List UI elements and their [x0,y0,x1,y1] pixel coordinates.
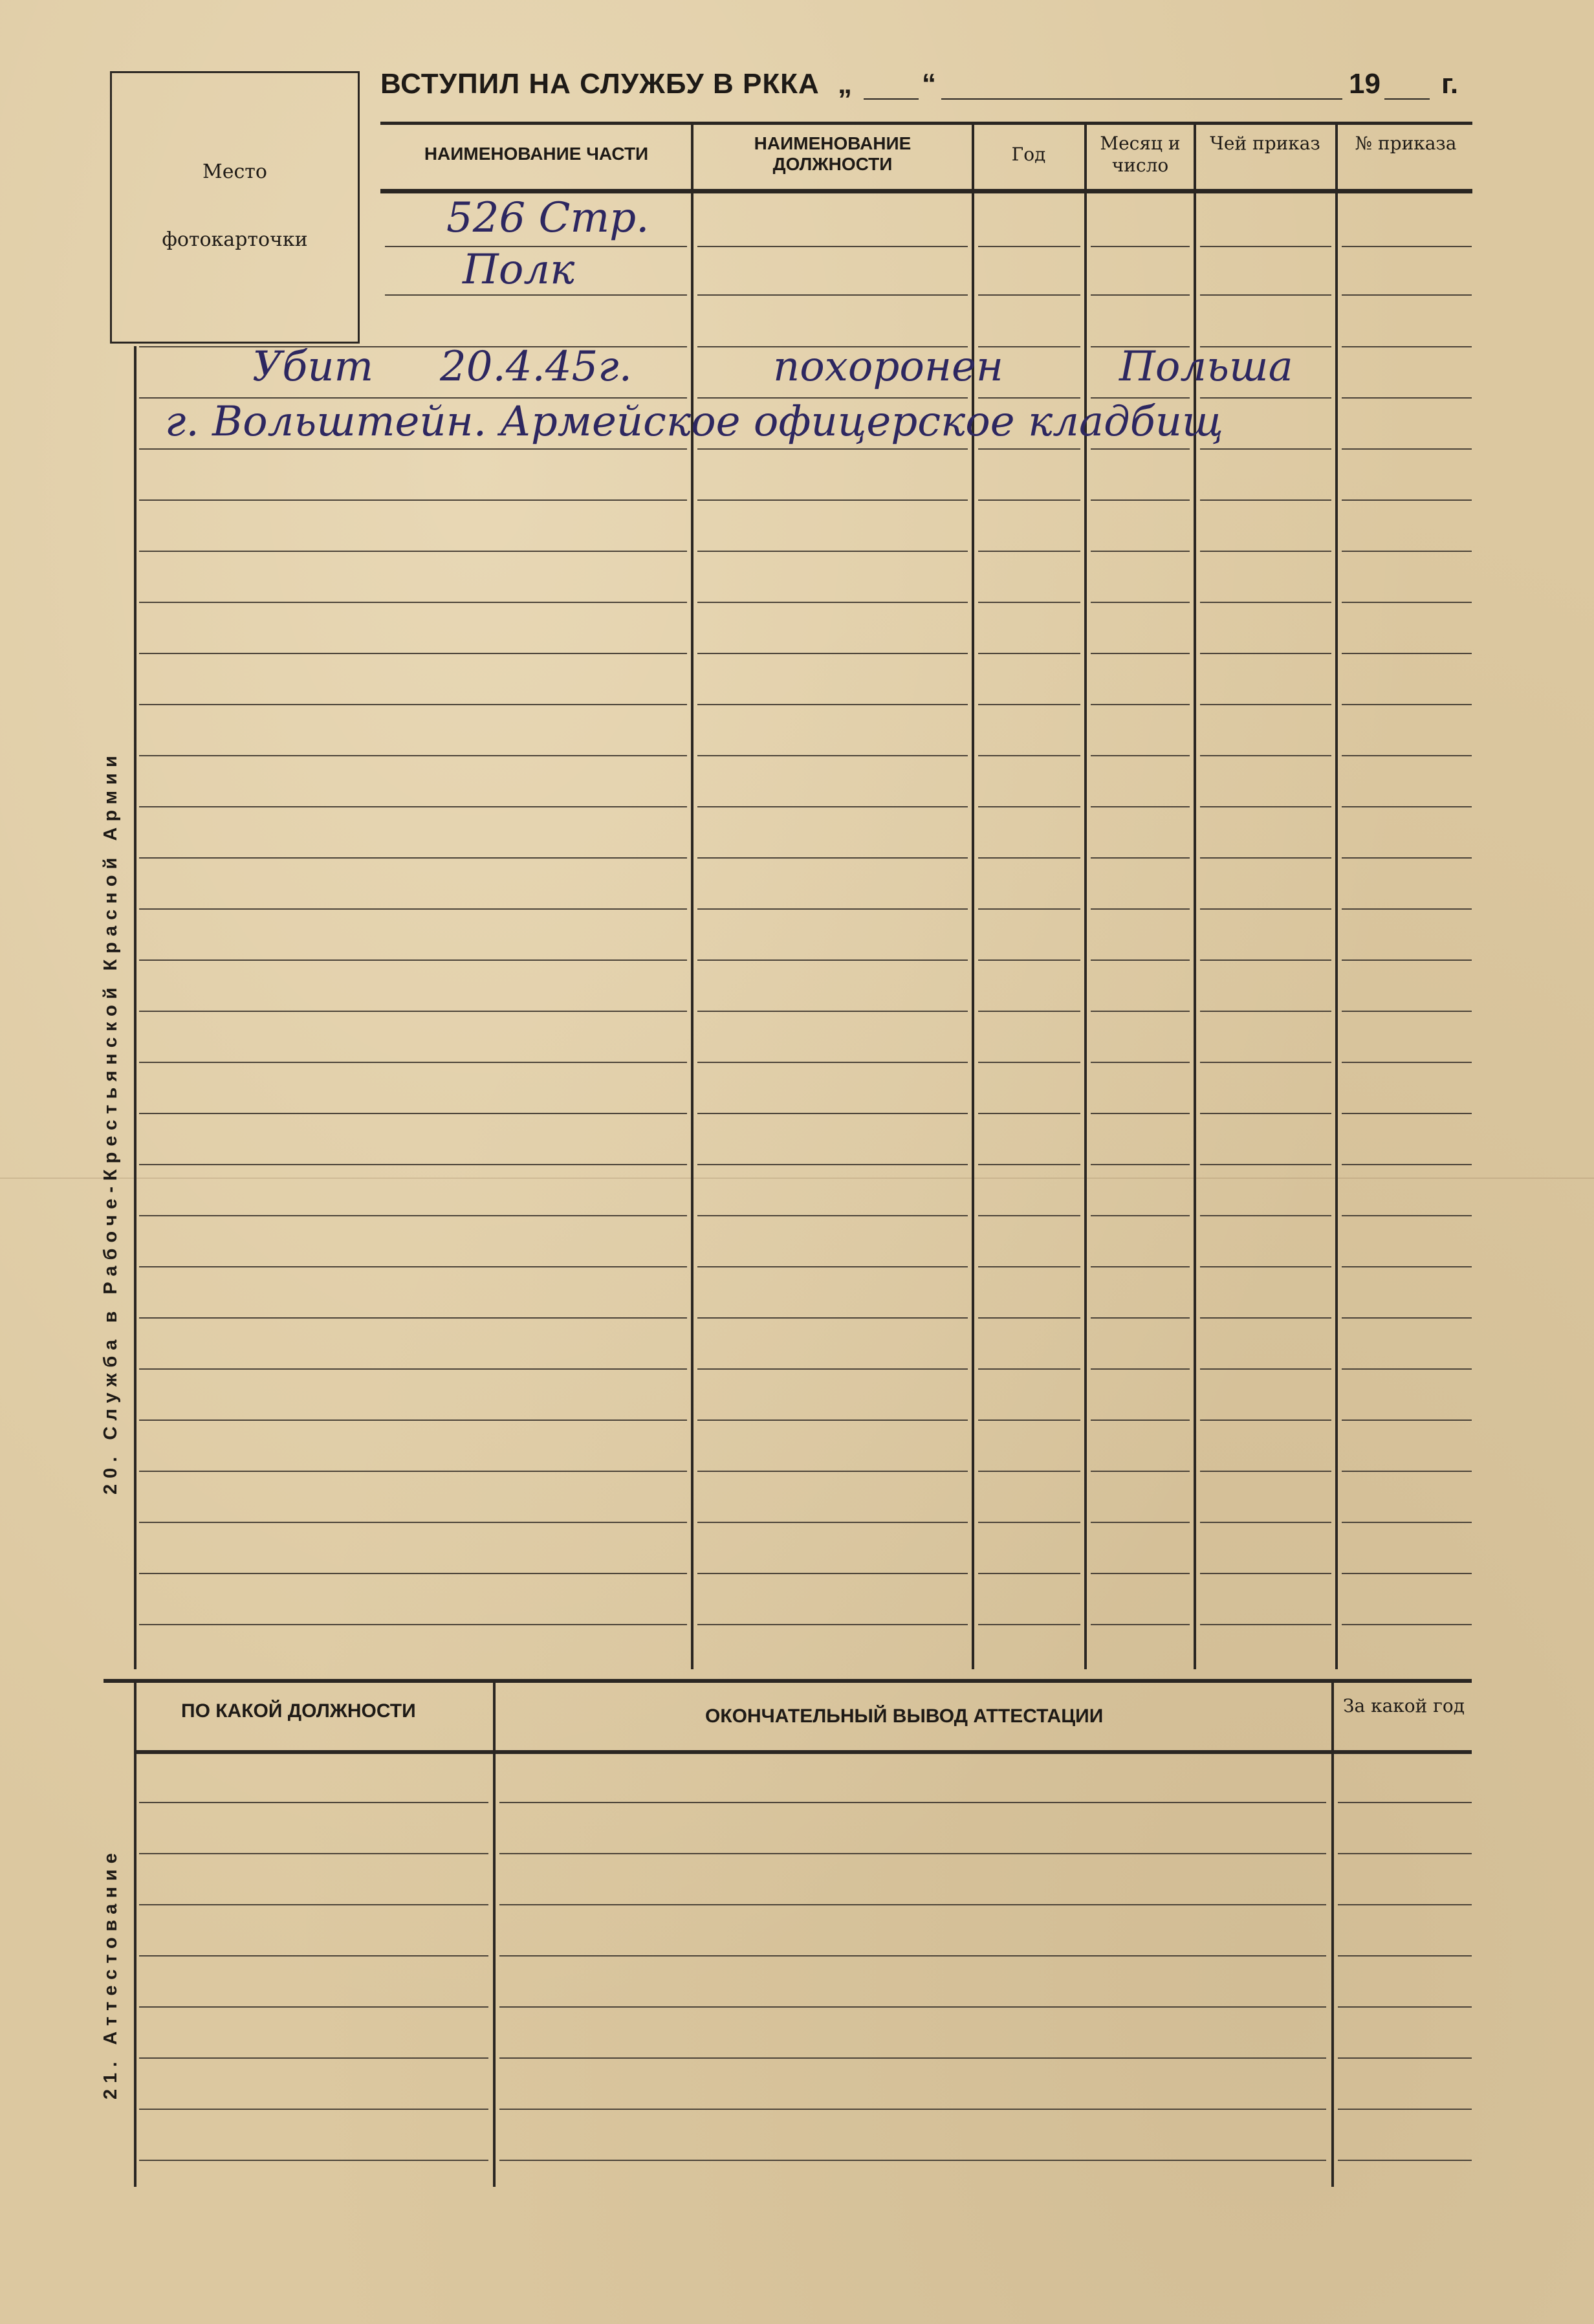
table-row-line [1091,908,1190,910]
handwritten-note-killed: Убит [252,343,374,391]
table-row-line [697,602,968,603]
table-row-line [1091,1420,1190,1421]
table-row-line [1342,755,1472,756]
table-row-line [139,755,687,756]
attestation-row-line [1338,2006,1472,2008]
table-row-line [1342,857,1472,859]
year-suffix: г. [1441,68,1459,100]
attestation-row-line [139,2160,488,2161]
photo-placeholder-box [110,71,360,344]
table-row-line [1200,653,1331,654]
table-row-line [697,1471,968,1472]
attestation-row-line [1338,2057,1472,2059]
table-row-line [1200,806,1331,807]
table-row-line [1091,653,1190,654]
table-row-line [1091,806,1190,807]
table-row-line [978,1011,1080,1012]
table-row-line [139,448,687,450]
table-row-line [139,908,687,910]
table-row-line [978,1522,1080,1523]
table-row-line [697,959,968,961]
table-row-line [1342,246,1472,247]
attestation-header-rule [134,1750,1472,1754]
table-row-line [1091,1317,1190,1319]
attestation-row-line [139,1904,488,1905]
table-row-line [978,1368,1080,1370]
table-row-line [697,857,968,859]
table-row-line [1342,1113,1472,1114]
table-row-line [697,806,968,807]
table-left-border [134,346,136,1669]
col-header-position: НАИМЕНОВАНИЕ ДОЛЖНОСТИ [754,133,912,174]
month-blank[interactable] [941,98,1342,100]
attestation-row-line [139,1853,488,1854]
attestation-row-line [1338,1802,1472,1803]
table-row-line [978,1062,1080,1063]
table-row-line [139,653,687,654]
table-row-line [1342,294,1472,296]
table-row-line [1091,1522,1190,1523]
table-row-line [1342,1420,1472,1421]
table-row-line [1091,1215,1190,1216]
table-row-line [139,959,687,961]
table-row-line [1200,908,1331,910]
table-row-line [978,602,1080,603]
table-row-line [1091,602,1190,603]
date-quote-open: „ [838,68,852,100]
table-row-line [1091,448,1190,450]
table-row-line [1091,704,1190,705]
table-row-line [1200,704,1331,705]
table-row-line [1200,448,1331,450]
attestation-row-line [499,1955,1326,1957]
col-header-unit: НАИМЕНОВАНИЕ ЧАСТИ [424,144,649,164]
handwritten-note-buried: похоронен [773,343,1004,391]
table-row-line [697,1420,968,1421]
attestation-row-line [499,1853,1326,1854]
table-row-line [978,499,1080,501]
photo-label-line2: фотокарточки [162,228,308,251]
table-row-line [978,1420,1080,1421]
table-row-line [1342,1011,1472,1012]
attestation-row-line [499,1904,1326,1905]
table-row-line [1342,806,1472,807]
attestation-row-line [499,2006,1326,2008]
table-row-line [978,1573,1080,1574]
photo-label-line1: Место [202,160,267,183]
table-row-line [1091,755,1190,756]
table-row-line [1200,1624,1331,1625]
table-row-line [1342,1624,1472,1625]
attestation-row-line [499,1802,1326,1803]
table-row-line [139,1215,687,1216]
attestation-row-line [1338,2109,1472,2110]
year-blank[interactable] [1384,98,1430,100]
table-row-line [1200,1317,1331,1319]
table-row-line [978,1266,1080,1267]
table-row-line [1342,1215,1472,1216]
table-row-line [978,1113,1080,1114]
table-row-line [1200,1164,1331,1165]
attestation-row-line [1338,2160,1472,2161]
attestation-divider-2 [1331,1682,1334,2187]
table-row-line [139,857,687,859]
table-row-line [697,1062,968,1063]
attestation-row-line [139,2006,488,2008]
table-row-line [139,704,687,705]
table-row-line [139,1624,687,1625]
table-row-line [1091,551,1190,552]
table-row-line [1091,1624,1190,1625]
table-row-line [1342,959,1472,961]
table-row-line [1342,448,1472,450]
col-divider-1 [691,123,693,1669]
table-row-line [978,1317,1080,1319]
table-row-line [978,959,1080,961]
table-row-line [697,1522,968,1523]
table-row-line [139,1420,687,1421]
table-row-line [1342,397,1472,399]
table-row-line [1342,1266,1472,1267]
table-row-line [139,1164,687,1165]
section-21-label: 21. Аттестование [100,1847,121,2099]
table-row-line [139,499,687,501]
table-row-line [1200,1215,1331,1216]
attestation-row-line [139,2109,488,2110]
table-row-line [697,653,968,654]
col-divider-5 [1335,123,1338,1669]
attestation-row-line [139,1802,488,1803]
table-row-line [697,294,968,296]
table-row-line [1200,1011,1331,1012]
table-row-line [697,1573,968,1574]
table-row-line [1200,1113,1331,1114]
table-row-line [978,1215,1080,1216]
attestation-row-line [139,1955,488,1957]
table-row-line [139,602,687,603]
col-header-month-day: Месяц и число [1100,133,1181,176]
table-row-line [1200,857,1331,859]
table-row-line [1342,908,1472,910]
table-row-line [978,806,1080,807]
table-row-line [1091,499,1190,501]
table-row-line [1200,551,1331,552]
table-row-line [1200,1266,1331,1267]
col-header-whose-order: Чей приказ [1210,133,1320,154]
table-row-line [1091,294,1190,296]
table-row-line [1200,246,1331,247]
table-row-line [697,755,968,756]
attestation-row-line [1338,1904,1472,1905]
table-row-line [139,1368,687,1370]
table-row-line [139,1522,687,1523]
table-row-line [1342,1368,1472,1370]
attestation-row-line [499,2160,1326,2161]
attestation-row-line [1338,1955,1472,1957]
table-row-line [978,1164,1080,1165]
table-row-line [1091,1266,1190,1267]
table-row-line [978,294,1080,296]
table-row-line [978,551,1080,552]
table-row-line [1200,755,1331,756]
col-header-attestation-year: За какой год [1343,1695,1465,1716]
table-row-line [139,806,687,807]
table-row-line [1342,346,1472,347]
table-row-line [697,1215,968,1216]
table-row-line [697,551,968,552]
col-header-attestation-conclusion: ОКОНЧАТЕЛЬНЫЙ ВЫВОД АТТЕСТАЦИИ [705,1705,1104,1727]
table-row-line [1342,602,1472,603]
table-row-line [697,908,968,910]
table-row-line [978,704,1080,705]
table-row-line [1200,499,1331,501]
table-row-line [697,499,968,501]
attestation-left-border [134,1682,136,2187]
table-row-line [697,1266,968,1267]
table-row-line [978,857,1080,859]
table-row-line [978,908,1080,910]
handwritten-note-country: Польша [1119,343,1293,391]
col-header-year: Год [1011,144,1046,165]
date-quote-close: “ [922,68,936,100]
table-row-line [697,246,968,247]
table-row-line [1342,499,1472,501]
table-row-line [1091,1062,1190,1063]
handwritten-note-date: 20.4.45г. [440,343,632,391]
table-row-line [978,755,1080,756]
table-row-line [1091,246,1190,247]
table-row-line [978,246,1080,247]
section-20-label: 20. Служба в Рабоче-Крестьянской Красной Армии [100,750,121,1495]
handwritten-note-burial-place: г. Вольштейн. Армейское офицерское кладбищ [165,398,1224,446]
attestation-top-rule [104,1679,1472,1683]
paper-fold [0,1178,1594,1179]
table-row-line [1091,1573,1190,1574]
table-row-line [139,1011,687,1012]
year-prefix: 19 [1349,68,1381,100]
table-row-line [1342,1317,1472,1319]
table-row-line [978,1624,1080,1625]
table-row-line [1200,294,1331,296]
table-row-line [1200,1471,1331,1472]
table-row-line [1200,1522,1331,1523]
table-row-line [1200,1573,1331,1574]
table-row-line [697,704,968,705]
table-row-line [697,1113,968,1114]
table-row-line [1200,1420,1331,1421]
table-row-line [139,1266,687,1267]
table-row-line [139,1471,687,1472]
attestation-row-line [499,2057,1326,2059]
table-row-line [1342,653,1472,654]
table-row-line [1200,602,1331,603]
table-row-line [1342,1471,1472,1472]
attestation-row-line [1338,1853,1472,1854]
table-row-line [978,653,1080,654]
enlistment-title: ВСТУПИЛ НА СЛУЖБУ В РККА [380,68,820,100]
handwritten-unit-line1: 526 Стр. [446,194,650,242]
col-header-attestation-position: ПО КАКОЙ ДОЛЖНОСТИ [181,1700,416,1722]
table-row-line [697,448,968,450]
handwritten-unit-line2: Полк [463,246,575,294]
table-row-line [1091,959,1190,961]
table-row-line [697,1368,968,1370]
table-row-line [139,1062,687,1063]
table-row-line [1200,1368,1331,1370]
table-row-line [1342,551,1472,552]
table-row-line [1091,857,1190,859]
table-row-line [1342,1164,1472,1165]
table-row-line [1091,1011,1190,1012]
table-row-line [978,448,1080,450]
table-row-line [1091,1368,1190,1370]
table-top-rule [380,122,1472,125]
table-row-line [1091,1113,1190,1114]
table-row-line [1342,1573,1472,1574]
attestation-row-line [499,2109,1326,2110]
table-row-line [139,1113,687,1114]
table-row-line [1342,1062,1472,1063]
attestation-divider-1 [493,1682,496,2187]
table-row-line [697,1164,968,1165]
col-divider-3 [1084,123,1087,1669]
table-row-line [697,1624,968,1625]
table-header-rule [380,189,1472,193]
table-row-line [139,551,687,552]
table-row-line [1200,1062,1331,1063]
day-blank[interactable] [864,98,919,100]
attestation-row-line [139,2057,488,2059]
table-row-line [1091,1471,1190,1472]
table-row-line [978,1471,1080,1472]
col-header-order-number: № приказа [1355,133,1457,154]
table-row-line [697,1011,968,1012]
table-row-line [139,1573,687,1574]
table-row-line [1342,704,1472,705]
table-row-line [1091,1164,1190,1165]
table-row-line [697,1317,968,1319]
table-row-line [1342,1522,1472,1523]
table-row-line [1200,959,1331,961]
table-row-line [139,1317,687,1319]
table-row-line [385,294,687,296]
